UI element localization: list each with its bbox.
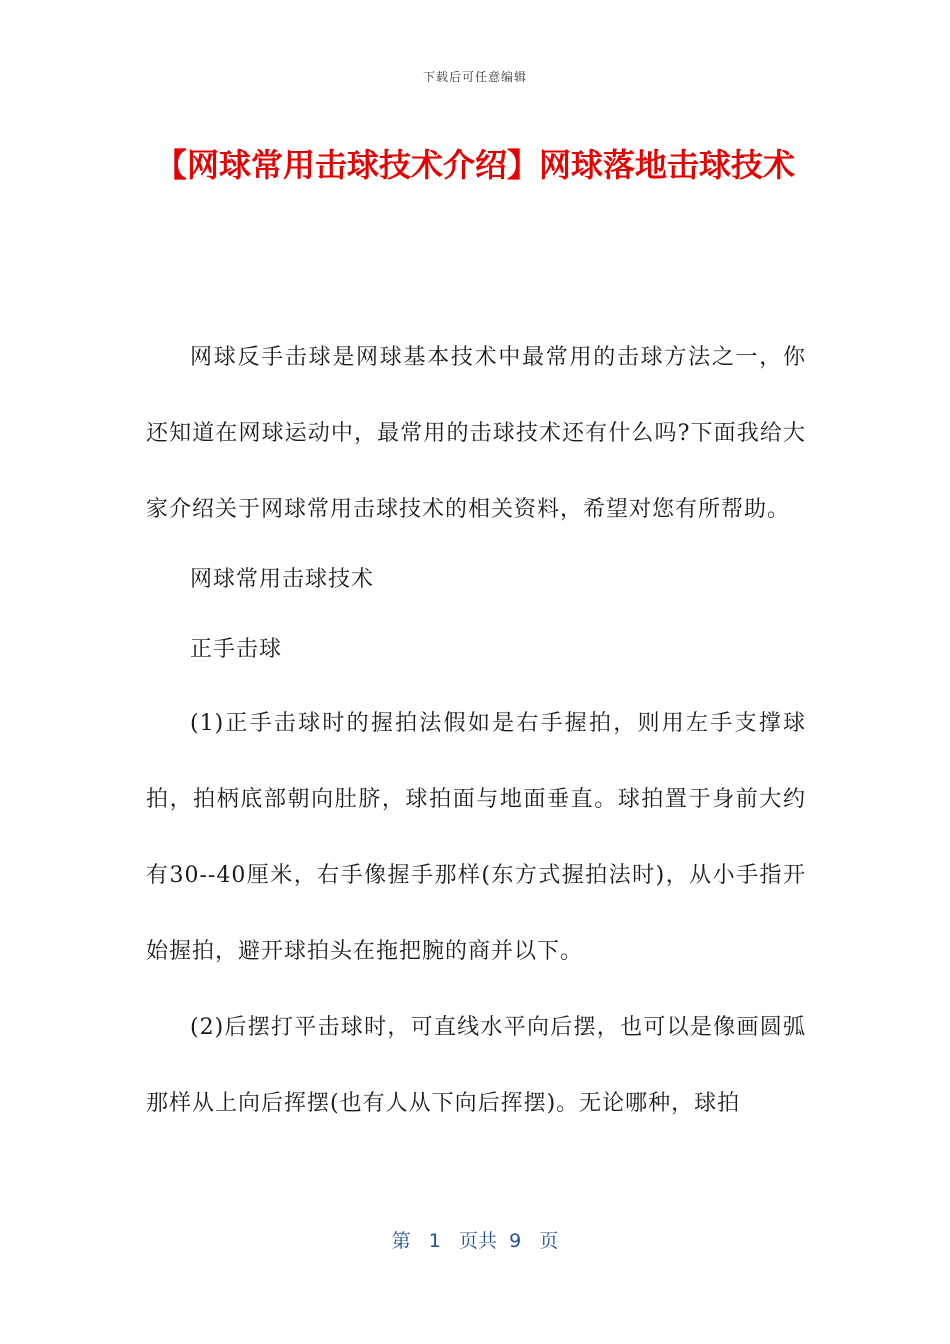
footer-page-current: 1 <box>428 1230 441 1252</box>
paragraph-subheading: 正手击球 <box>190 637 283 662</box>
document-title: 【网球常用击球技术介绍】网球落地击球技术 <box>154 146 795 184</box>
footer-mid: 页共 <box>459 1230 498 1252</box>
footer-page-total: 9 <box>509 1230 522 1252</box>
footer-prefix: 第 <box>391 1230 411 1252</box>
document-body <box>146 320 806 1142</box>
paragraph-intro: 网球反手击球是网球基本技术中最常用的击球方法之一，你还知道在网球运动中，最常用的击球技术还有什么吗?下面我给大家介绍关于网球常用击球技术的相关资料，希望对您有所帮助。 <box>146 345 806 522</box>
page-footer <box>0 1226 950 1253</box>
paragraph-backswing: (2)后摆打平击球时，可直线水平向后摆，也可以是像画圆弧那样从上向后挥摆(也有人从下向后挥摆)。无论哪种，球拍 <box>146 1015 806 1116</box>
page-header-note: 下载后可任意编辑 <box>422 70 527 84</box>
paragraph-section-heading: 网球常用击球技术 <box>190 567 375 592</box>
paragraph-grip: (1)正手击球时的握拍法假如是右手握拍，则用左手支撑球拍，拍柄底部朝向肚脐，球拍面与地面垂直。球拍置于身前大约有30--40厘米，右手像握手那样(东方式握拍法时)，从小手指开始握拍，避开球拍头在拖把腕的商并以下。 <box>146 711 806 964</box>
footer-suffix: 页 <box>539 1230 559 1252</box>
